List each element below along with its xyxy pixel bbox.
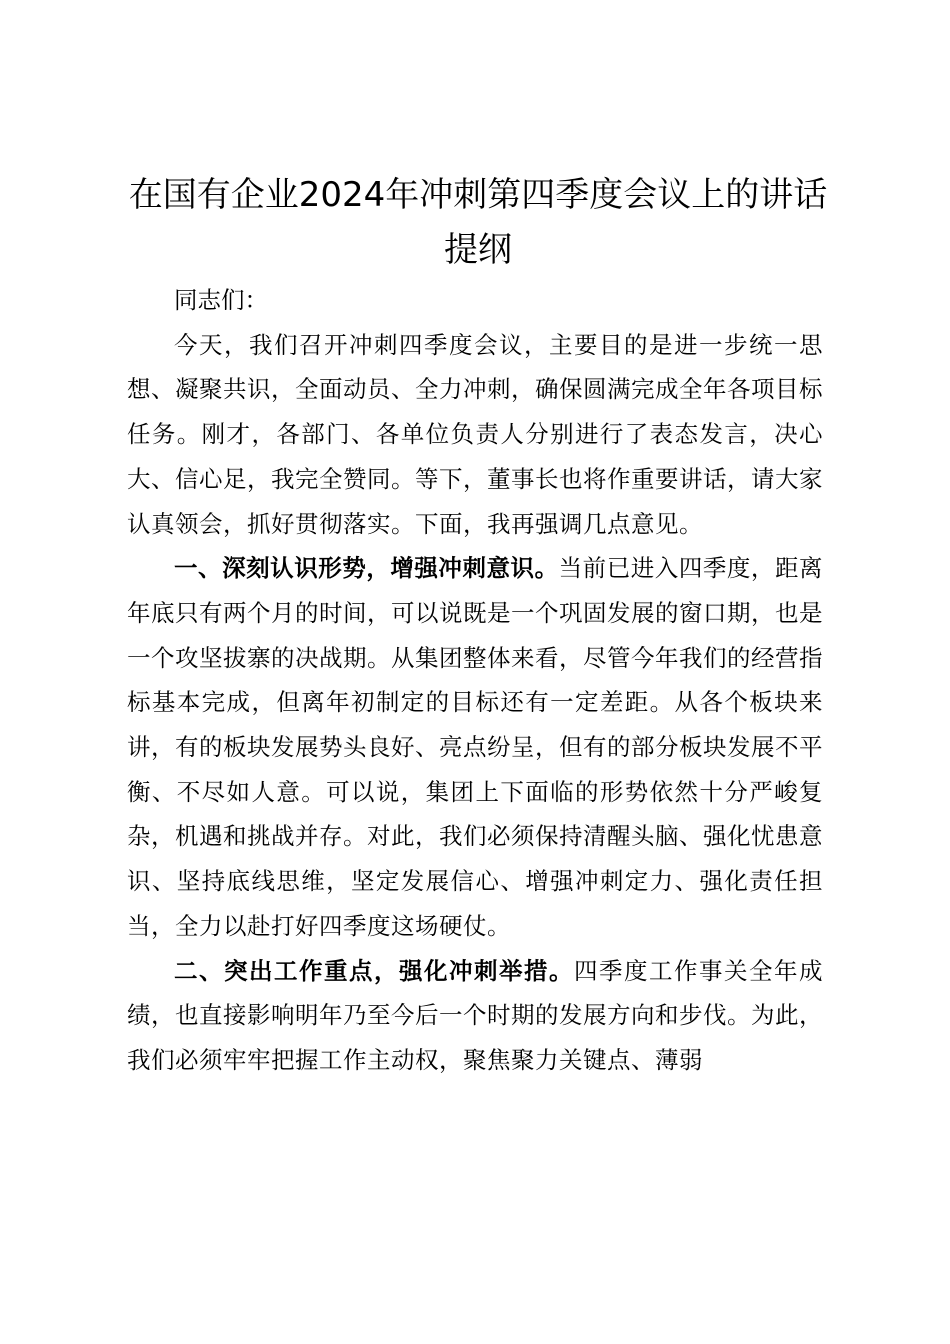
paragraph-text: 四季度工作事关全年成绩，也直接影响明年乃至今后一个时期的发展方向和步伐。为此，我们必须牢牢把握工作主动权，聚焦聚力关键点、薄弱 (127, 956, 823, 1074)
paragraph-opening (127, 323, 823, 547)
section-heading-one: 一、深刻认识形势，增强冲刺意识。 (174, 554, 559, 583)
paragraph-section-one (127, 546, 823, 948)
paragraph-text: 当前已进入四季度，距离年底只有两个月的时间，可以说既是一个巩固发展的窗口期，也是一个攻坚拔寨的决战期。从集团整体来看，尽管今年我们的经营指标基本完成，但离年初制定的目标还有一定差距。从各个板块来讲，有的板块发展势头良好、亮点纷呈，但有的部分板块发展不平衡、不尽如人意。可以说，集团上下面临的形势依然十分严峻复杂，机遇和挑战并存。对此，我们必须保持清醒头脑、强化忧患意识、坚持底线思维，坚定发展信心、增强冲刺定力、强化责任担当，全力以赴打好四季度这场硬仗。 (127, 554, 824, 940)
paragraph-section-two (127, 949, 823, 1083)
document-body (127, 278, 823, 1083)
paragraph-text: 今天，我们召开冲刺四季度会议，主要目的是进一步统一思想、凝聚共识，全面动员、全力冲刺，确保圆满完成全年各项目标任务。刚才，各部门、各单位负责人分别进行了表态发言，决心大、信心足，我完全赞同。等下，董事长也将作重要讲话，请大家认真领会，抓好贯彻落实。下面，我再强调几点意见。 (127, 330, 823, 538)
document-title: 在国有企业2024年冲刺第四季度会议上的讲话提纲 (128, 175, 828, 270)
section-heading-two: 二、突出工作重点，强化冲刺举措。 (174, 956, 574, 985)
salutation: 同志们： (174, 286, 268, 314)
